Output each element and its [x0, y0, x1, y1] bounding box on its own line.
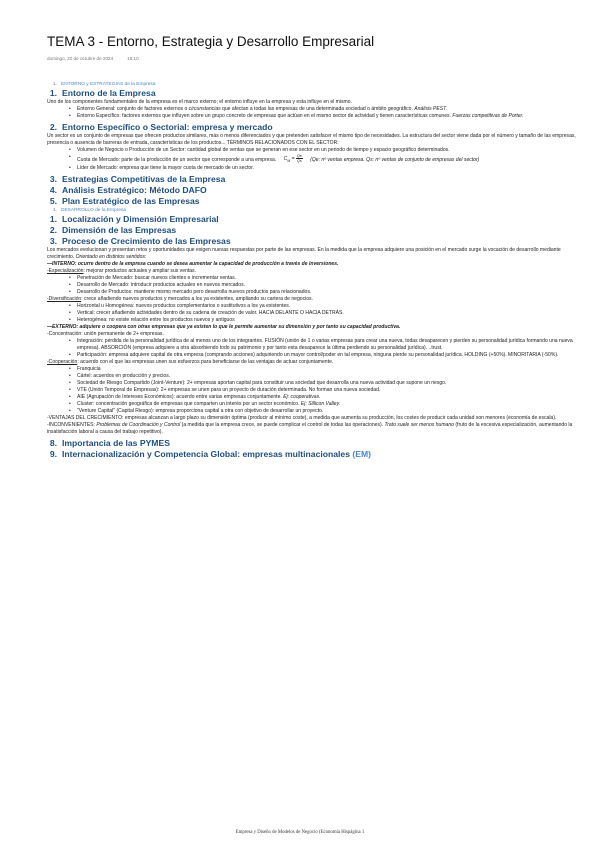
list-item: • Penetración de Mercado: buscar nuevos clientes e incrementar ventas.: [47, 275, 587, 282]
list-item: • "Venture Capital" (Capital Riesgo): empresa proporciona capital a otra con objetivo de desarrollar un proyecto.: [47, 408, 587, 415]
heading-estrategias: 3. Estrategias Competitivas de la Empresa: [49, 173, 226, 184]
list-item: • Cuota de Mercado: parte de la producción de un sector que corresponde a una empresa. $C_M$ = $\frac{Qe}{Qs} (Qe$: nº ventas empresa. Qs: nº ventas de conjunto de empresas del sector): [47, 154, 587, 165]
heading-plan: 5. Plan Estratégico de las Empresas: [49, 195, 200, 206]
page-time: 15:10: [127, 56, 139, 61]
list-item: • Entorno General: conjunto de factores externos o circunstancias que afectan a todas las empresas de una determinada sociedad o ámbito geográfico. Análisis PEST.: [47, 106, 587, 113]
page-date: domingo, 20 de octubre de 2024: [47, 56, 114, 61]
heading-entorno: 1. Entorno de la Empresa: [49, 88, 156, 98]
paragraph: Uno de los componentes fundamentales de la empresa es el marco externo; el entorno influye en la empresa y esta influye en el mismo.: [47, 99, 352, 105]
heading-pymes: 8. Importancia de las PYMES: [49, 437, 170, 448]
list-item: • Líder de Mercado: empresa que tiene la mayor cuota de mercado de un sector.: [47, 165, 587, 172]
ventajas: -VENTAJAS DEL CRECIMIENTO: empresas alcanzan a largo plazo su dimensión óptima (producir al mínimo coste), a medida que aumenta su producción, los costes de producir cada unidad son menores (economía de escala).: [47, 414, 557, 421]
list-item: • Desarrollo de Mercado: introducir productos actuales en nuevos mercados.: [47, 282, 587, 289]
page-meta: [47, 56, 139, 61]
paragraph: Un sector es un conjunto de empresas que ofrecen productos similares, más o menos diferenciados y que pretenden satisfacer el mismo tipo de necesidades. La estructura del sector viene dada por el número y tamaño de las empresas, presencia o ausencia de barreras de entrada, características de los productos... TÉRMINOS RELACIONADOS CON EL SECTOR:: [47, 133, 576, 146]
heading-localizacion: 1. Localización y Dimensión Empresarial: [49, 213, 219, 224]
list-item: • Horizontal u Homogénea: nuevos productos complementarios o sustitutivos a los ya existentes.: [47, 303, 587, 310]
list-item: • Cluster: concentración geográfica de empresas que comparten un interés por un sector económico. Ej: Sillicon Valley.: [47, 401, 587, 408]
list-item: • Heterogénea: no existe relación entre los productos nuevos y antiguos: [47, 317, 587, 324]
list-item: • Cártel: acuerdos en producción y precios.: [47, 373, 587, 380]
diversificacion: -Diversificación: crece añadiendo nuevos productos y mercados a los ya existentes, ampliando su cartera de negocios.: [47, 295, 313, 302]
list-item: • AIE (Agrupación de Intereses Económicos): acuerdo entre varias empresas conjuntamente. Ej: cooperativas.: [47, 394, 587, 401]
page-footer: Empresa y Diseño de Modelos de Negocio (Economía Hispágina 1: [235, 830, 365, 835]
cooperacion: -Cooperación: acuerdo con el que las empresas unen sus esfuerzos para beneficiarse de las ventajas de actuar conjuntamente.: [47, 358, 334, 365]
paragraph: Los mercados evolucionan y presentan retos y oportunidades que exigen nuevas respuestas por parte de las empresas. En la medida que la empresa adquiere una posición en el mercado surge la vocación de desarrollo mediante crecimiento. Orientado en distintos sentidos:: [47, 246, 561, 260]
outline-desarrollo: 1. DESARROLLO de la Empresa: [52, 207, 127, 213]
page-title: TEMA 3 - Entorno, Estrategia y Desarrollo Empresarial: [47, 34, 375, 49]
outline-entrono: 1. ENTORNO y ESTRATEGIAS de la Empresa: [52, 82, 156, 87]
especializacion: -Especialización: mejorar productos actuales y ampliar sus ventas.: [47, 267, 196, 274]
list-item: • Participación: empresa adquiere capital de otra empresa (comprando acciones) adquiriendo un mayor control/poder en tal empresa, ninguna pierde su personalidad jurídica. HOLDING (+50%). MINORITARIA (-50%).: [47, 352, 587, 359]
page-content: [47, 81, 587, 460]
inconvenientes: -INCONVENIENTES: Problemas de Coordinación y Control (a medida que la empresa crece, se puede complicar el control de todas las operaciones). Trato suele ser menos humano (fruto de la excesiva especialización, aumentando la insatisfacción laboral a causa del trabajo repetitivo).: [47, 421, 573, 435]
heading-entorno-especifico: 2. Entorno Específico o Sectorial: empresa y mercado: [49, 122, 273, 132]
list-item: • VTE (Unión Temporal de Empresas): 2+ empresas se unen para un proyecto de duración determinada. No forman una nueva sociedad.: [47, 387, 587, 394]
list-item: • Desarrollo de Productos: mantiene mismo mercado pero desarrolla nuevos productos para relacionados.: [47, 289, 587, 296]
heading-dafo: 4. Análisis Estratégico: Método DAFO: [49, 184, 207, 195]
list-item: • Franquicia: [47, 366, 587, 373]
heading-internacionalizacion: 9. Internacionalización y Competencia Global: empresas multinacionales (EM): [49, 448, 371, 459]
list-item: • Vertical: crecer añadiendo actividades dentro de su cadena de creación de valor. HACIA DELANTE O HACIA DETRÁS.: [47, 310, 587, 317]
market-share-formula: $C_M$ = $\frac{Qe}{Qs}$: [283, 154, 302, 163]
list-item: • Volumen de Negocio o Producción de un Sector: cantidad global de ventas que se generan en ese sector en un periodo de tiempo y espacio geográfico determinados.: [47, 147, 587, 154]
heading-dimension: 2. Dimensión de las Empresas: [49, 224, 177, 235]
list-item: • Integración: pérdida de la personalidad jurídica de al menos uno de los integrantes. FUSIÓN (unión de 1 o varias empresas para crear una nueva, todas desaparecen y pierden su personalidad jurídica formando una nueva empresa). ABSORCIÓN (empresa adquiere a otra absorbiendo todo su patrimonio y por tanto esta desaparece la última perdiendo su personalidad jurídica). ..trust.: [47, 338, 587, 352]
list-item: • Entorno Específico: factores externos que influyen sobre un grupo concreto de empresas que actúan en el mismo sector de actividad y tienen características comunes. Fuerzas competitivas de Porter.: [47, 113, 587, 120]
heading-crecimiento: 3. Proceso de Crecimiento de las Empresas: [49, 235, 231, 246]
concentracion: -Concentración: unión permanente de 2+ empresas.: [47, 330, 164, 337]
externo-label: —EXTERNO: adquiere o coopera con otras empresas que ya existen lo que le permite aumentar su dimensión y por tanto su capacidad productiva.: [47, 323, 401, 330]
list-item: • Sociedad de Riesgo Compartido (Joint-Venture): 2+ empresas aportan capital para constituir una sociedad que desarrolla una nueva actividad que supone un riesgo.: [47, 380, 587, 387]
interno-label: —INTERNO: ocurre dentro de la empresa cuando se desea aumentar la capacidad de producción a través de inversiones.: [47, 260, 339, 267]
